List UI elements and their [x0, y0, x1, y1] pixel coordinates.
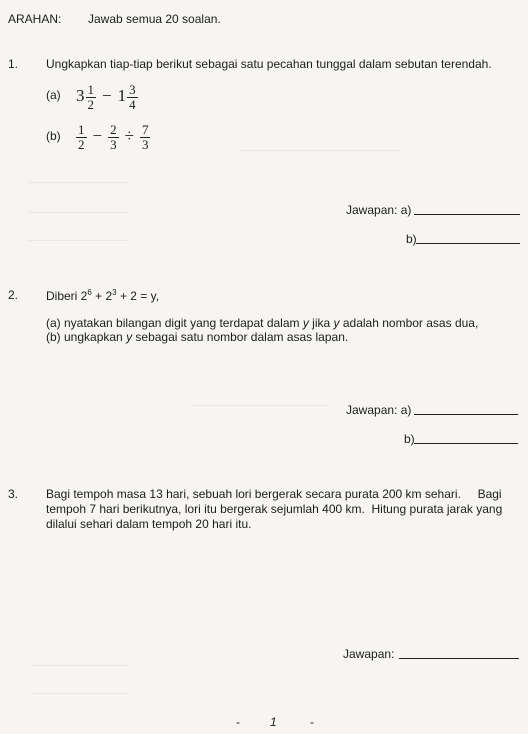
bleed-line — [190, 405, 330, 406]
question-number-3: 3. — [8, 487, 19, 501]
q1-part-a-label: (a) — [46, 88, 61, 102]
question-number-1: 1. — [8, 57, 19, 71]
question-3-line-2: tempoh 7 hari berikutnya, lori itu bergerak sejumlah 400 km. Hitung purata jarak yang — [46, 502, 503, 516]
question-1-text: Ungkapkan tiap-tiap berikut sebagai satu pecahan tunggal dalam sebutan terendah. — [46, 57, 492, 71]
fraction: $\frac{2}{3}$ — [110, 122, 117, 152]
q1-part-b-label: (b) — [46, 129, 61, 143]
q2-part-a-text: (a) nyatakan bilangan digit yang terdapat dalam y jika y adalah nombor asas dua, — [46, 316, 479, 330]
bleed-line — [240, 150, 400, 151]
bleed-line — [28, 182, 128, 183]
fraction: $\frac{1}{2}$ — [87, 82, 94, 112]
question-2-equation: Diberi $2^6 + 2^3 + 2 = y$, — [46, 288, 160, 303]
question-3-line-1: Bagi tempoh masa 13 hari, sebuah lori bergerak secara purata 200 km sehari. Bagi — [46, 487, 502, 501]
fraction: $\frac{1}{2}$ — [78, 122, 85, 152]
fraction: $\frac{3}{4}$ — [129, 82, 136, 112]
q3-answer-label: Jawapan: — [343, 647, 395, 661]
fraction: $\frac{7}{3}$ — [141, 122, 149, 152]
q3-answer-line[interactable] — [399, 646, 519, 664]
bleed-line — [30, 665, 130, 666]
bleed-line — [28, 212, 128, 213]
q1-part-b-expression — [76, 123, 150, 151]
question-number-2: 2. — [8, 288, 19, 302]
q1-part-a-expression — [76, 83, 138, 111]
q2-answer-b-label: b) — [404, 432, 415, 446]
q1-answer-a-line[interactable] — [414, 202, 520, 220]
q2-part-b-text: (b) ungkapkan y sebagai satu nombor dalam asas lapan. — [46, 330, 349, 344]
q1-answer-b-line[interactable] — [416, 231, 520, 249]
footer-dash-right: - — [310, 715, 314, 729]
mixed-whole: 3 — [76, 86, 85, 106]
minus-sign: − — [92, 126, 103, 146]
q1-answer-a-label: Jawapan: a) — [346, 203, 412, 217]
divide-sign: ÷ — [124, 126, 134, 146]
q2-answer-a-label: Jawapan: a) — [346, 403, 412, 417]
minus-sign: − — [102, 86, 112, 106]
bleed-line — [30, 693, 130, 694]
mixed-whole: 1 — [117, 86, 127, 106]
footer-dash-left: - — [236, 715, 240, 729]
bleed-line — [28, 240, 128, 241]
instruction-text: Jawab semua 20 soalan. — [88, 12, 221, 26]
instruction-label: ARAHAN: — [8, 12, 62, 26]
q1-answer-b-label: b) — [406, 232, 417, 246]
page-number: 1 — [270, 715, 277, 729]
q2-answer-a-line[interactable] — [414, 402, 518, 420]
question-3-line-3: dilalui sehari dalam tempoh 20 hari itu. — [46, 517, 252, 531]
q2-answer-b-line[interactable] — [414, 431, 518, 449]
